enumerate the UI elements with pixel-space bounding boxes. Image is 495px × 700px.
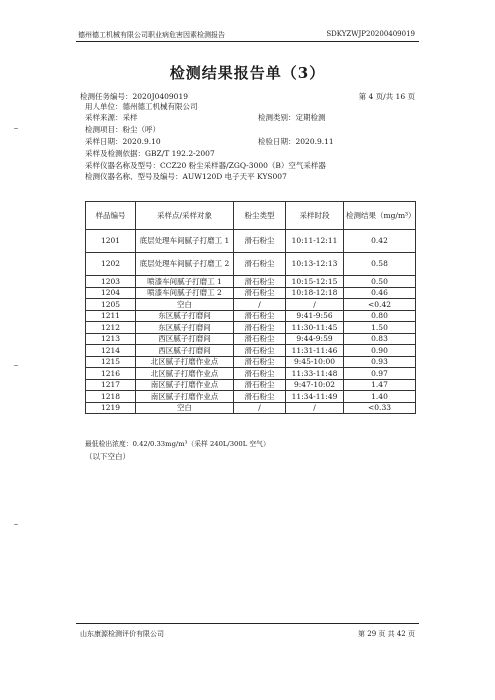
header-divider — [76, 41, 419, 42]
col-header-sampling-point: 采样点/采样对象 — [136, 202, 234, 230]
cell-result: <0.33 — [344, 402, 416, 414]
col-header-result: 检测结果（mg/m³） — [344, 202, 416, 230]
cell-dust-type: 滑石粉尘 — [234, 287, 286, 299]
cell-sampling-point: 西区腻子打磨间 — [136, 333, 234, 345]
cell-result: <0.42 — [344, 299, 416, 311]
table-row — [86, 379, 416, 391]
col-header-sampling-period: 采样时段 — [286, 202, 344, 230]
cell-result: 1.40 — [344, 391, 416, 403]
info-sampling-instruments: 采样仪器名称及型号：CCZ20 粉尘采样器/ZGQ-3000（B）空气采样器 — [85, 161, 326, 170]
table-row — [86, 276, 416, 288]
cell-sampling-point: 东区腻子打磨间 — [136, 322, 234, 334]
cell-dust-type: 滑石粉尘 — [234, 368, 286, 380]
cell-result: 1.47 — [344, 379, 416, 391]
table-row — [86, 345, 416, 357]
cell-sampling-period: 10:13-12:13 — [286, 253, 344, 276]
header-report-code: SDKYZWJP20200409019 — [326, 30, 415, 38]
cell-sampling-period: 9:41-9:56 — [286, 310, 344, 322]
cell-sample-id: 1212 — [86, 322, 136, 334]
header-company: 德州德工机械有限公司职业病危害因素检测报告 — [78, 31, 225, 39]
table-header-row — [86, 202, 416, 230]
cell-sampling-point: 底层处理车间腻子打磨工 2 — [136, 253, 234, 276]
cell-sampling-point: 南区腻子打磨作业点 — [136, 391, 234, 403]
cell-sampling-period: 9:44-9:59 — [286, 333, 344, 345]
info-employer: 用人单位：德州德工机械有限公司 — [85, 102, 198, 111]
table-row — [86, 368, 416, 380]
page-title: 检测结果报告单（3） — [169, 64, 326, 82]
cell-sample-id: 1217 — [86, 379, 136, 391]
table-row — [86, 391, 416, 403]
cell-dust-type: 滑石粉尘 — [234, 276, 286, 288]
cell-dust-type: 滑石粉尘 — [234, 391, 286, 403]
info-test-item: 检测项目：粉尘（呼） — [85, 125, 160, 134]
cell-sample-id: 1204 — [86, 287, 136, 299]
info-sampling-date: 采样日期：2020.9.10 — [85, 137, 161, 146]
margin-mark — [14, 524, 18, 525]
table-row — [86, 299, 416, 311]
table-row — [86, 402, 416, 414]
table-row — [86, 310, 416, 322]
cell-sampling-period: 11:33-11:48 — [286, 368, 344, 380]
col-header-sample-id: 样品编号 — [86, 202, 136, 230]
cell-sample-id: 1201 — [86, 230, 136, 253]
cell-sample-id: 1214 — [86, 345, 136, 357]
cell-sampling-period: / — [286, 299, 344, 311]
cell-result: 0.46 — [344, 287, 416, 299]
cell-sampling-period: 9:47-10:02 — [286, 379, 344, 391]
cell-sampling-period: 11:34-11:49 — [286, 391, 344, 403]
cell-dust-type: 滑石粉尘 — [234, 230, 286, 253]
cell-dust-type: 滑石粉尘 — [234, 310, 286, 322]
cell-result: 0.97 — [344, 368, 416, 380]
margin-mark — [14, 128, 18, 129]
footer-company: 山东康源检测评价有限公司 — [80, 630, 164, 638]
cell-dust-type: 滑石粉尘 — [234, 345, 286, 357]
cell-dust-type: 滑石粉尘 — [234, 253, 286, 276]
cell-dust-type: / — [234, 299, 286, 311]
cell-sampling-point: 喷漆车间腻子打磨工 1 — [136, 276, 234, 288]
cell-sampling-point: 北区腻子打磨作业点 — [136, 356, 234, 368]
table-row — [86, 356, 416, 368]
footer-divider — [76, 623, 419, 624]
cell-sampling-point: 底层处理车间腻子打磨工 1 — [136, 230, 234, 253]
info-test-category: 检测类别：定期检测 — [258, 113, 326, 122]
info-test-date: 检验日期：2020.9.11 — [258, 137, 334, 146]
cell-sampling-period: 11:30-11:45 — [286, 322, 344, 334]
cell-dust-type: 滑石粉尘 — [234, 322, 286, 334]
cell-sampling-period: 10:15-12:15 — [286, 276, 344, 288]
table-row — [86, 322, 416, 334]
cell-sample-id: 1205 — [86, 299, 136, 311]
cell-sampling-point: 南区腻子打磨作业点 — [136, 379, 234, 391]
cell-sample-id: 1211 — [86, 310, 136, 322]
end-mark: （以下空白） — [85, 452, 130, 461]
table-row — [86, 253, 416, 276]
footer-page-number: 第 29 页 共 42 页 — [358, 630, 415, 638]
cell-sampling-period: 10:18-12:18 — [286, 287, 344, 299]
cell-result: 0.42 — [344, 230, 416, 253]
cell-dust-type: 滑石粉尘 — [234, 333, 286, 345]
table-row — [86, 333, 416, 345]
cell-result: 0.93 — [344, 356, 416, 368]
cell-sampling-period: 9:45-10:00 — [286, 356, 344, 368]
cell-sample-id: 1215 — [86, 356, 136, 368]
cell-result: 0.80 — [344, 310, 416, 322]
cell-sample-id: 1213 — [86, 333, 136, 345]
table-row — [86, 287, 416, 299]
cell-result: 0.83 — [344, 333, 416, 345]
cell-sample-id: 1202 — [86, 253, 136, 276]
task-number: 检测任务编号：2020J0409019 — [80, 92, 188, 101]
cell-sampling-point: 空白 — [136, 402, 234, 414]
cell-result: 0.58 — [344, 253, 416, 276]
info-sample-source: 采样来源：采样 — [85, 113, 138, 122]
cell-dust-type: / — [234, 402, 286, 414]
results-table — [85, 201, 416, 414]
cell-sample-id: 1216 — [86, 368, 136, 380]
margin-mark — [14, 365, 18, 366]
info-test-instruments: 检测仪器名称、型号及编号：AUW120D 电子天平 KYS007 — [85, 172, 287, 181]
cell-dust-type: 滑石粉尘 — [234, 379, 286, 391]
cell-dust-type: 滑石粉尘 — [234, 356, 286, 368]
cell-sampling-point: 北区腻子打磨作业点 — [136, 368, 234, 380]
cell-result: 0.50 — [344, 276, 416, 288]
table-row — [86, 230, 416, 253]
cell-sampling-period: 11:31-11:46 — [286, 345, 344, 357]
cell-sampling-point: 喷漆车间腻子打磨工 2 — [136, 287, 234, 299]
cell-result: 0.90 — [344, 345, 416, 357]
cell-sampling-point: 东区腻子打磨间 — [136, 310, 234, 322]
cell-sampling-point: 空白 — [136, 299, 234, 311]
col-header-dust-type: 粉尘类型 — [234, 202, 286, 230]
page-number: 第 4 页/共 16 页 — [358, 92, 415, 101]
info-basis: 采样及检测依据：GBZ/T 192.2-2007 — [85, 149, 215, 158]
cell-sampling-period: 10:11-12:11 — [286, 230, 344, 253]
cell-sample-id: 1203 — [86, 276, 136, 288]
cell-sampling-period: / — [286, 402, 344, 414]
cell-sampling-point: 西区腻子打磨间 — [136, 345, 234, 357]
detection-limit-note: 最低检出浓度：0.42/0.33mg/m³（采样 240L/300L 空气） — [85, 440, 270, 448]
cell-sample-id: 1219 — [86, 402, 136, 414]
cell-result: 1.50 — [344, 322, 416, 334]
cell-sample-id: 1218 — [86, 391, 136, 403]
